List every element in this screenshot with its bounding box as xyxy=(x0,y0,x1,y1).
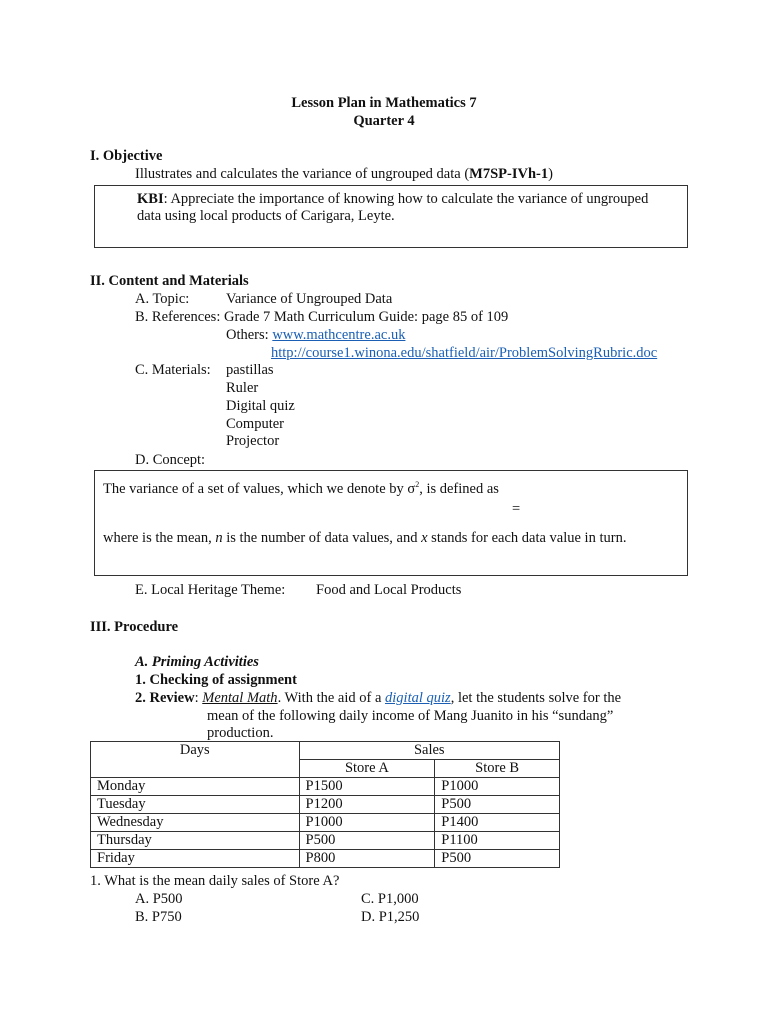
choice-a: A. P500 xyxy=(135,891,183,907)
procedure-heading: III. Procedure xyxy=(90,619,179,635)
store-a-cell: P800 xyxy=(299,850,435,868)
mental-math: Mental Math xyxy=(202,690,278,706)
day-cell: Wednesday xyxy=(91,814,300,832)
heritage-value: Food and Local Products xyxy=(316,582,462,598)
material-item: Digital quiz xyxy=(226,398,295,414)
store-b-cell: P1000 xyxy=(435,778,560,796)
day-cell: Monday xyxy=(91,778,300,796)
kbi-label: KBI xyxy=(137,191,164,207)
references-text: B. References: Grade 7 Math Curriculum Guide: page 85 of 109 xyxy=(135,309,509,325)
table-row xyxy=(91,850,560,868)
concept-mid: is the number of data values, and xyxy=(222,530,422,546)
table-header-row xyxy=(91,742,560,760)
store-a-cell: P1500 xyxy=(299,778,435,796)
review-text2: , let the students solve for the xyxy=(450,690,622,706)
choice-d: D. P1,250 xyxy=(361,909,420,925)
day-cell: Tuesday xyxy=(91,796,300,814)
review-label: 2. Review xyxy=(135,690,195,706)
store-a-cell: P500 xyxy=(299,832,435,850)
table-row xyxy=(91,814,560,832)
concept-line1 xyxy=(103,476,499,498)
objective-text-end: ) xyxy=(548,166,553,182)
concept-x: x xyxy=(421,530,428,546)
concept-text-end: , is defined as xyxy=(419,480,499,497)
store-b-cell: P1400 xyxy=(435,814,560,832)
table-row xyxy=(91,832,560,850)
checking-assignment: 1. Checking of assignment xyxy=(135,672,297,688)
kbi-line2: data using local products of Carigara, Leyte. xyxy=(137,208,395,224)
objective-text xyxy=(135,166,553,183)
table-row xyxy=(91,796,560,814)
material-item: pastillas xyxy=(226,362,274,378)
store-b-cell: P500 xyxy=(435,850,560,868)
store-b-cell: P500 xyxy=(435,796,560,814)
store-a-header: Store A xyxy=(299,760,435,778)
store-a-cell: P1200 xyxy=(299,796,435,814)
choice-b: B. P750 xyxy=(135,909,182,925)
review-line1 xyxy=(135,690,621,707)
objective-text-start: Illustrates and calculates the variance of ungrouped data ( xyxy=(135,166,470,182)
content-heading: II. Content and Materials xyxy=(90,273,249,289)
material-item: Ruler xyxy=(226,380,259,396)
topic-value: Variance of Ungrouped Data xyxy=(226,291,393,307)
store-b-cell: P1100 xyxy=(435,832,560,850)
materials-label: C. Materials: xyxy=(135,362,211,378)
choice-c: C. P1,000 xyxy=(361,891,419,907)
page-title: Lesson Plan in Mathematics 7 xyxy=(291,95,477,111)
store-a-cell: P1000 xyxy=(299,814,435,832)
objective-code: M7SP-IVh-1 xyxy=(469,166,549,182)
review-text1: . With the aid of a xyxy=(277,690,386,706)
page-subtitle: Quarter 4 xyxy=(353,113,415,129)
digital-quiz-link[interactable]: digital quiz xyxy=(385,690,451,706)
mathcentre-link[interactable]: www.mathcentre.ac.uk xyxy=(272,327,406,343)
review-colon: : xyxy=(194,690,203,706)
material-item: Computer xyxy=(226,416,284,432)
rubric-link[interactable]: http://course1.winona.edu/shatfield/air/ProblemSolvingRubric.doc xyxy=(271,345,658,361)
sales-table xyxy=(90,741,560,868)
concept-line2 xyxy=(103,530,626,547)
day-cell: Thursday xyxy=(91,832,300,850)
review-line3: production. xyxy=(207,725,274,741)
review-line2: mean of the following daily income of Mang Juanito in his “sundang” xyxy=(207,708,614,724)
concept-superscript: 2 xyxy=(415,480,420,489)
others-line xyxy=(226,327,405,344)
others-label: Others: xyxy=(226,327,273,343)
material-item: Projector xyxy=(226,433,280,449)
table-row xyxy=(91,778,560,796)
concept-end: stands for each data value in turn. xyxy=(427,530,627,546)
concept-n: n xyxy=(215,530,223,546)
concept-text-start: The variance of a set of values, which we denote by σ xyxy=(103,480,416,497)
concept-label: D. Concept: xyxy=(135,452,206,468)
concept-equals: = xyxy=(512,501,521,517)
heritage-label: E. Local Heritage Theme: xyxy=(135,582,286,598)
kbi-text: : Appreciate the importance of knowing how to calculate the variance of ungrouped xyxy=(163,191,649,207)
day-cell: Friday xyxy=(91,850,300,868)
kbi-line1 xyxy=(137,191,648,208)
concept-where: where is the mean, xyxy=(103,530,216,546)
topic-label: A. Topic: xyxy=(135,291,190,307)
sales-header: Sales xyxy=(299,742,559,760)
store-b-header: Store B xyxy=(435,760,560,778)
question-text: 1. What is the mean daily sales of Store A? xyxy=(90,873,340,889)
priming-heading: A. Priming Activities xyxy=(135,654,259,670)
days-header: Days xyxy=(91,742,300,778)
objective-heading: I. Objective xyxy=(90,148,163,164)
